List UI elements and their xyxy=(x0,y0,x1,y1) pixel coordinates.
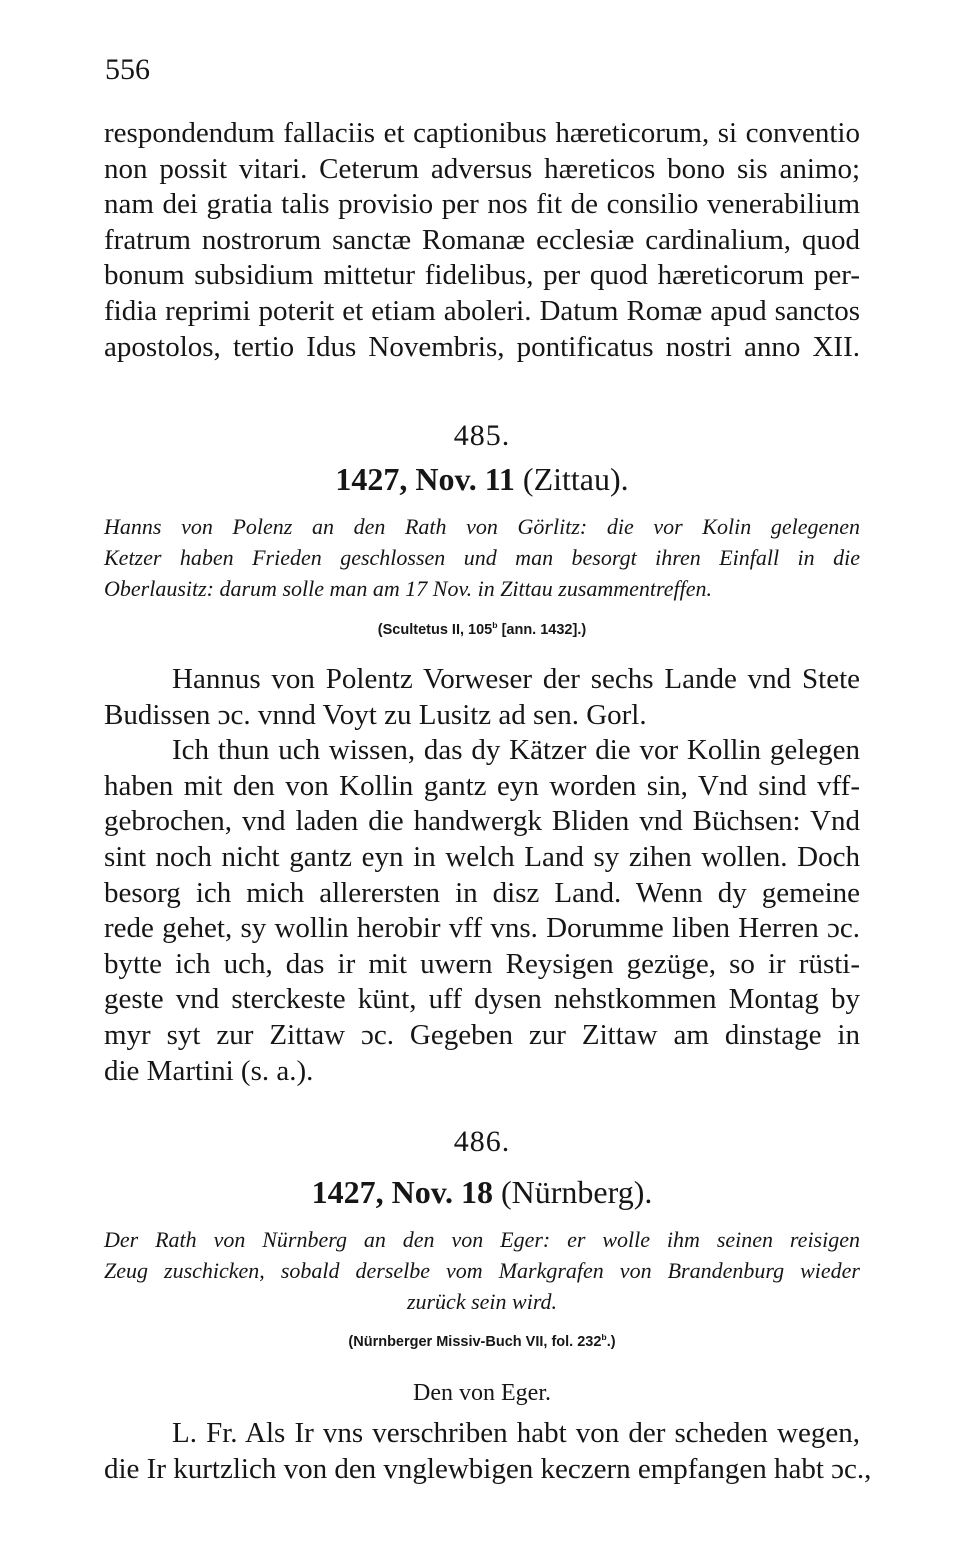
document-body xyxy=(104,1416,872,1487)
summary-line: Zeug zuschicken, sobald derselbe vom Markgrafen von Brandenburg wieder xyxy=(104,1258,860,1283)
source-superscript: b xyxy=(601,1332,607,1343)
text-line: nam dei gratia talis provisio per nos fit de consilio venerabilium xyxy=(104,188,860,221)
text-line: Ich thun uch wissen, das dy Kätzer die vor Kollin gelegen xyxy=(172,734,860,767)
text-line: L. Fr. Als Ir vns verschriben habt von der scheden wegen, xyxy=(172,1417,860,1449)
source-text: (Scultetus II, 105 xyxy=(377,622,493,638)
text-line: die Ir kurtzlich von den vnglewbigen keczern empfangen habt ɔc., xyxy=(104,1452,872,1485)
date-bold: 1427, Nov. 11 xyxy=(335,461,515,497)
text-line: apostolos, tertio Idus Novembris, pontificatus nostri anno XII. xyxy=(104,330,860,363)
text-line: die Martini (s. a.). xyxy=(104,1054,314,1087)
summary-line: Hanns von Polenz an den Rath von Görlitz: die vor Kolin gelegenen xyxy=(104,514,860,539)
date-place: (Zittau). xyxy=(522,461,629,497)
source-text-end: [ann. 1432].) xyxy=(497,622,587,638)
document-summary xyxy=(104,511,860,604)
document-date-heading xyxy=(104,460,860,498)
text-line: fidia reprimi poterit et etiam aboleri. Datum Romæ apud sanctos xyxy=(104,294,860,327)
letter-address: Den von Eger. xyxy=(413,1380,551,1406)
summary-line: Der Rath von Nürnberg an den von Eger: er wolle ihm seinen reisigen xyxy=(104,1227,860,1252)
document-body xyxy=(104,662,860,1089)
text-line: bonum subsidium mittetur fidelibus, per quod hæreticorum per- xyxy=(104,259,860,292)
document-summary xyxy=(104,1224,860,1317)
text-line: geste vnd sterckeste künt, uff dysen nehstkommen Montag by xyxy=(104,983,860,1016)
source-text-end: .) xyxy=(606,1334,616,1350)
text-line: besorg ich mich allerersten in disz Land. Wenn dy gemeine xyxy=(104,876,860,909)
text-line: sint noch nicht gantz eyn in welch Land sy zihen wollen. Doch xyxy=(104,840,860,873)
date-place: (Nürnberg). xyxy=(500,1174,653,1210)
text-line: non possit vitari. Ceterum adversus hæreticos bono sis animo; xyxy=(104,152,860,185)
text-line: gebrochen, vnd laden die handwergk Bliden vnd Büchsen: Vnd xyxy=(104,805,860,838)
source-citation xyxy=(104,620,860,640)
text-line: haben mit den von Kollin gantz eyn worden sin, Vnd sind vff- xyxy=(104,769,860,802)
date-bold: 1427, Nov. 18 xyxy=(311,1174,493,1210)
text-line: respondendum fallaciis et captionibus hæreticorum, si conventio xyxy=(104,117,860,149)
text-line: fratrum nostrorum sanctæ Romanæ ecclesiæ cardinalium, quod xyxy=(104,223,860,256)
intro-paragraph xyxy=(104,116,860,365)
source-superscript: b xyxy=(492,620,498,631)
source-text: (Nürnberger Missiv-Buch VII, fol. 232 xyxy=(348,1334,602,1350)
text-line: Budissen ɔc. vnnd Voyt zu Lusitz ad sen. Gorl. xyxy=(104,698,647,731)
summary-line: Ketzer haben Frieden geschlossen und man besorgt ihren Einfall in die xyxy=(104,545,860,570)
text-line: Hannus von Polentz Vorweser der sechs Lande vnd Stete xyxy=(172,663,860,695)
summary-line: Oberlausitz: darum solle man am 17 Nov. in Zittau zusammentreffen. xyxy=(104,576,713,601)
text-line: rede gehet, sy wollin herobir vff vns. Dorumme liben Herren ɔc. xyxy=(104,912,860,945)
page-number: 556 xyxy=(105,53,150,86)
text-line: bytte ich uch, das ir mit uwern Reysigen gezüge, so ir rüsti- xyxy=(104,947,860,980)
document-number: 486. xyxy=(453,1125,511,1158)
summary-line: zurück sein wird. xyxy=(406,1289,558,1314)
source-citation xyxy=(104,1332,860,1352)
document-date-heading xyxy=(104,1173,860,1211)
document-number: 485. xyxy=(453,419,511,452)
text-line: myr syt zur Zittaw ɔc. Gegeben zur Zittaw am dinstage in xyxy=(104,1018,860,1051)
